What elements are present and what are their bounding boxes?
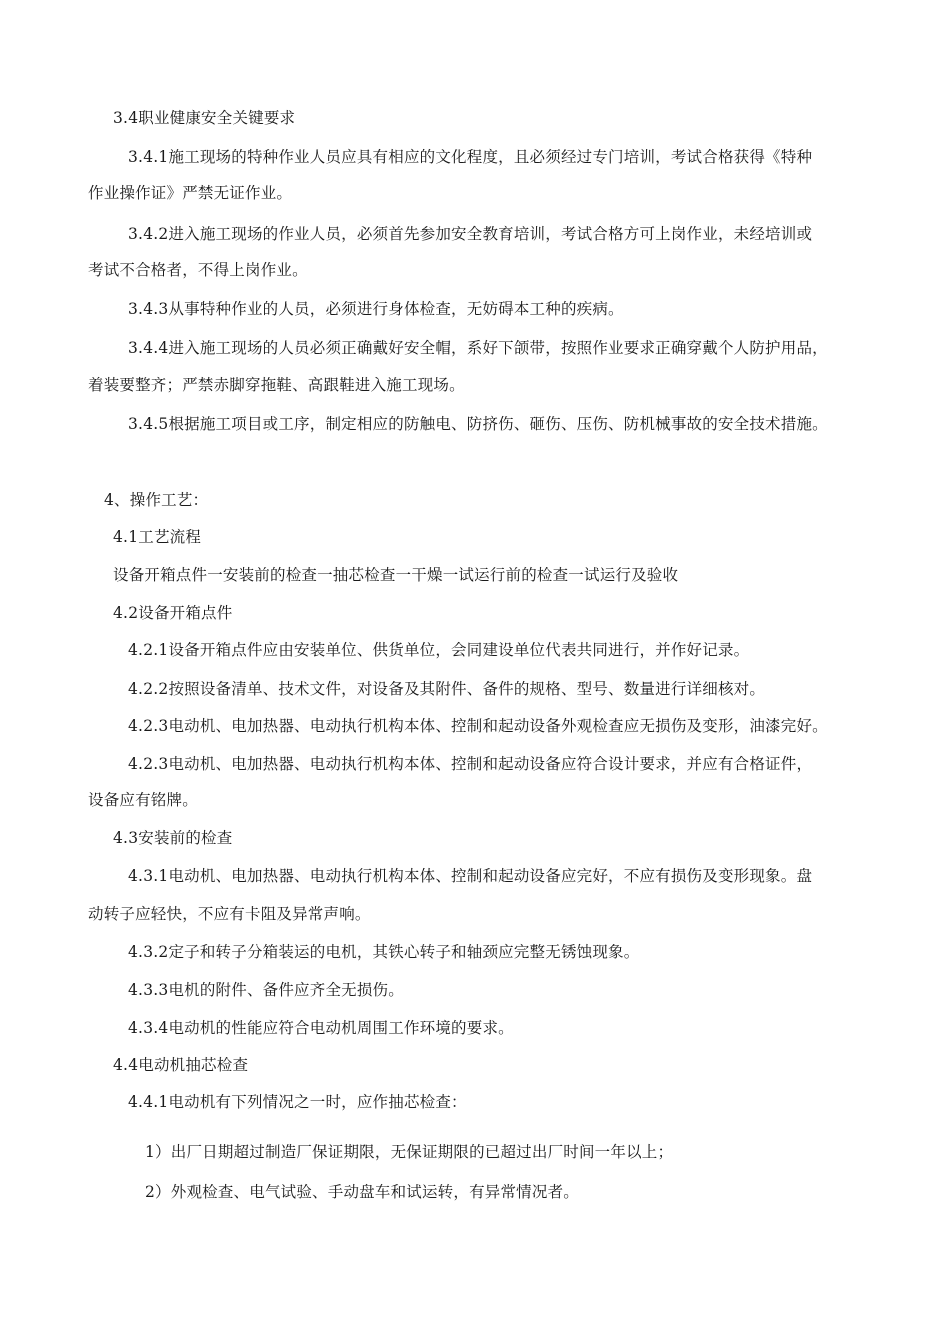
list-item-1: 1）出厂日期超过制造厂保证期限，无保证期限的已超过出厂时间一年以上； — [145, 1143, 674, 1161]
list-item-2: 2）外观检查、电气试验、手动盘车和试运转，有异常情况者。 — [145, 1183, 579, 1201]
paragraph-4-4-1: 4.4.1电动机有下列情况之一时，应作抽芯检查： — [128, 1093, 467, 1111]
paragraph-4-3-3: 4.3.3电机的附件、备件应齐全无损伤。 — [128, 981, 404, 999]
heading-4-3: 4.3安装前的检查 — [113, 829, 233, 847]
paragraph-4-2-3-a: 4.2.3电动机、电加热器、电动执行机构本体、控制和起动设备外观检查应无损伤及变形，油漆完好。 — [128, 717, 828, 735]
process-flow: 设备开箱点件一安装前的检查一抽芯检查一干燥一试运行前的检查一试运行及验收 — [113, 566, 679, 584]
heading-4-4: 4.4电动机抽芯检查 — [113, 1056, 249, 1074]
paragraph-4-3-4: 4.3.4电动机的性能应符合电动机周围工作环境的要求。 — [128, 1019, 514, 1037]
heading-4: 4、操作工艺： — [104, 491, 209, 509]
paragraph-4-2-2: 4.2.2按照设备清单、技术文件，对设备及其附件、备件的规格、型号、数量进行详细核对。 — [128, 680, 766, 698]
paragraph-3-4-3: 3.4.3从事特种作业的人员，必须进行身体检查，无妨碍本工种的疾病。 — [128, 300, 624, 318]
paragraph-3-4-1-line1: 3.4.1施工现场的特种作业人员应具有相应的文化程度，且必须经过专门培训，考试合格获得《特种 — [128, 148, 813, 166]
paragraph-3-4-4-line2: 着装要整齐；严禁赤脚穿拖鞋、高跟鞋进入施工现场。 — [88, 376, 465, 394]
paragraph-4-3-1-line2: 动转子应轻快，不应有卡阻及异常声响。 — [88, 905, 371, 923]
heading-4-1: 4.1工艺流程 — [113, 528, 202, 546]
paragraph-4-3-1-line1: 4.3.1电动机、电加热器、电动执行机构本体、控制和起动设备应完好，不应有损伤及变形现象。盘 — [128, 867, 813, 885]
paragraph-3-4-5: 3.4.5根据施工项目或工序，制定相应的防触电、防挤伤、砸伤、压伤、防机械事故的安全技术措施。 — [128, 415, 828, 433]
paragraph-4-2-3-b-line2: 设备应有铭牌。 — [88, 791, 198, 809]
paragraph-4-3-2: 4.3.2定子和转子分箱装运的电机，其铁心转子和轴颈应完整无锈蚀现象。 — [128, 943, 640, 961]
heading-3-4: 3.4职业健康安全关键要求 — [113, 109, 296, 127]
paragraph-3-4-2-line2: 考试不合格者，不得上岗作业。 — [88, 261, 308, 279]
paragraph-3-4-4-line1: 3.4.4进入施工现场的人员必须正确戴好安全帽，系好下颌带，按照作业要求正确穿戴个人防护用品， — [128, 339, 828, 357]
paragraph-4-2-3-b-line1: 4.2.3电动机、电加热器、电动执行机构本体、控制和起动设备应符合设计要求，并应有合格证件， — [128, 755, 813, 773]
heading-4-2: 4.2设备开箱点件 — [113, 604, 233, 622]
paragraph-3-4-2-line1: 3.4.2进入施工现场的作业人员，必须首先参加安全教育培训，考试合格方可上岗作业，未经培训或 — [128, 225, 813, 243]
paragraph-3-4-1-line2: 作业操作证》严禁无证作业。 — [88, 184, 293, 202]
paragraph-4-2-1: 4.2.1设备开箱点件应由安装单位、供货单位，会同建设单位代表共同进行，并作好记录。 — [128, 641, 750, 659]
